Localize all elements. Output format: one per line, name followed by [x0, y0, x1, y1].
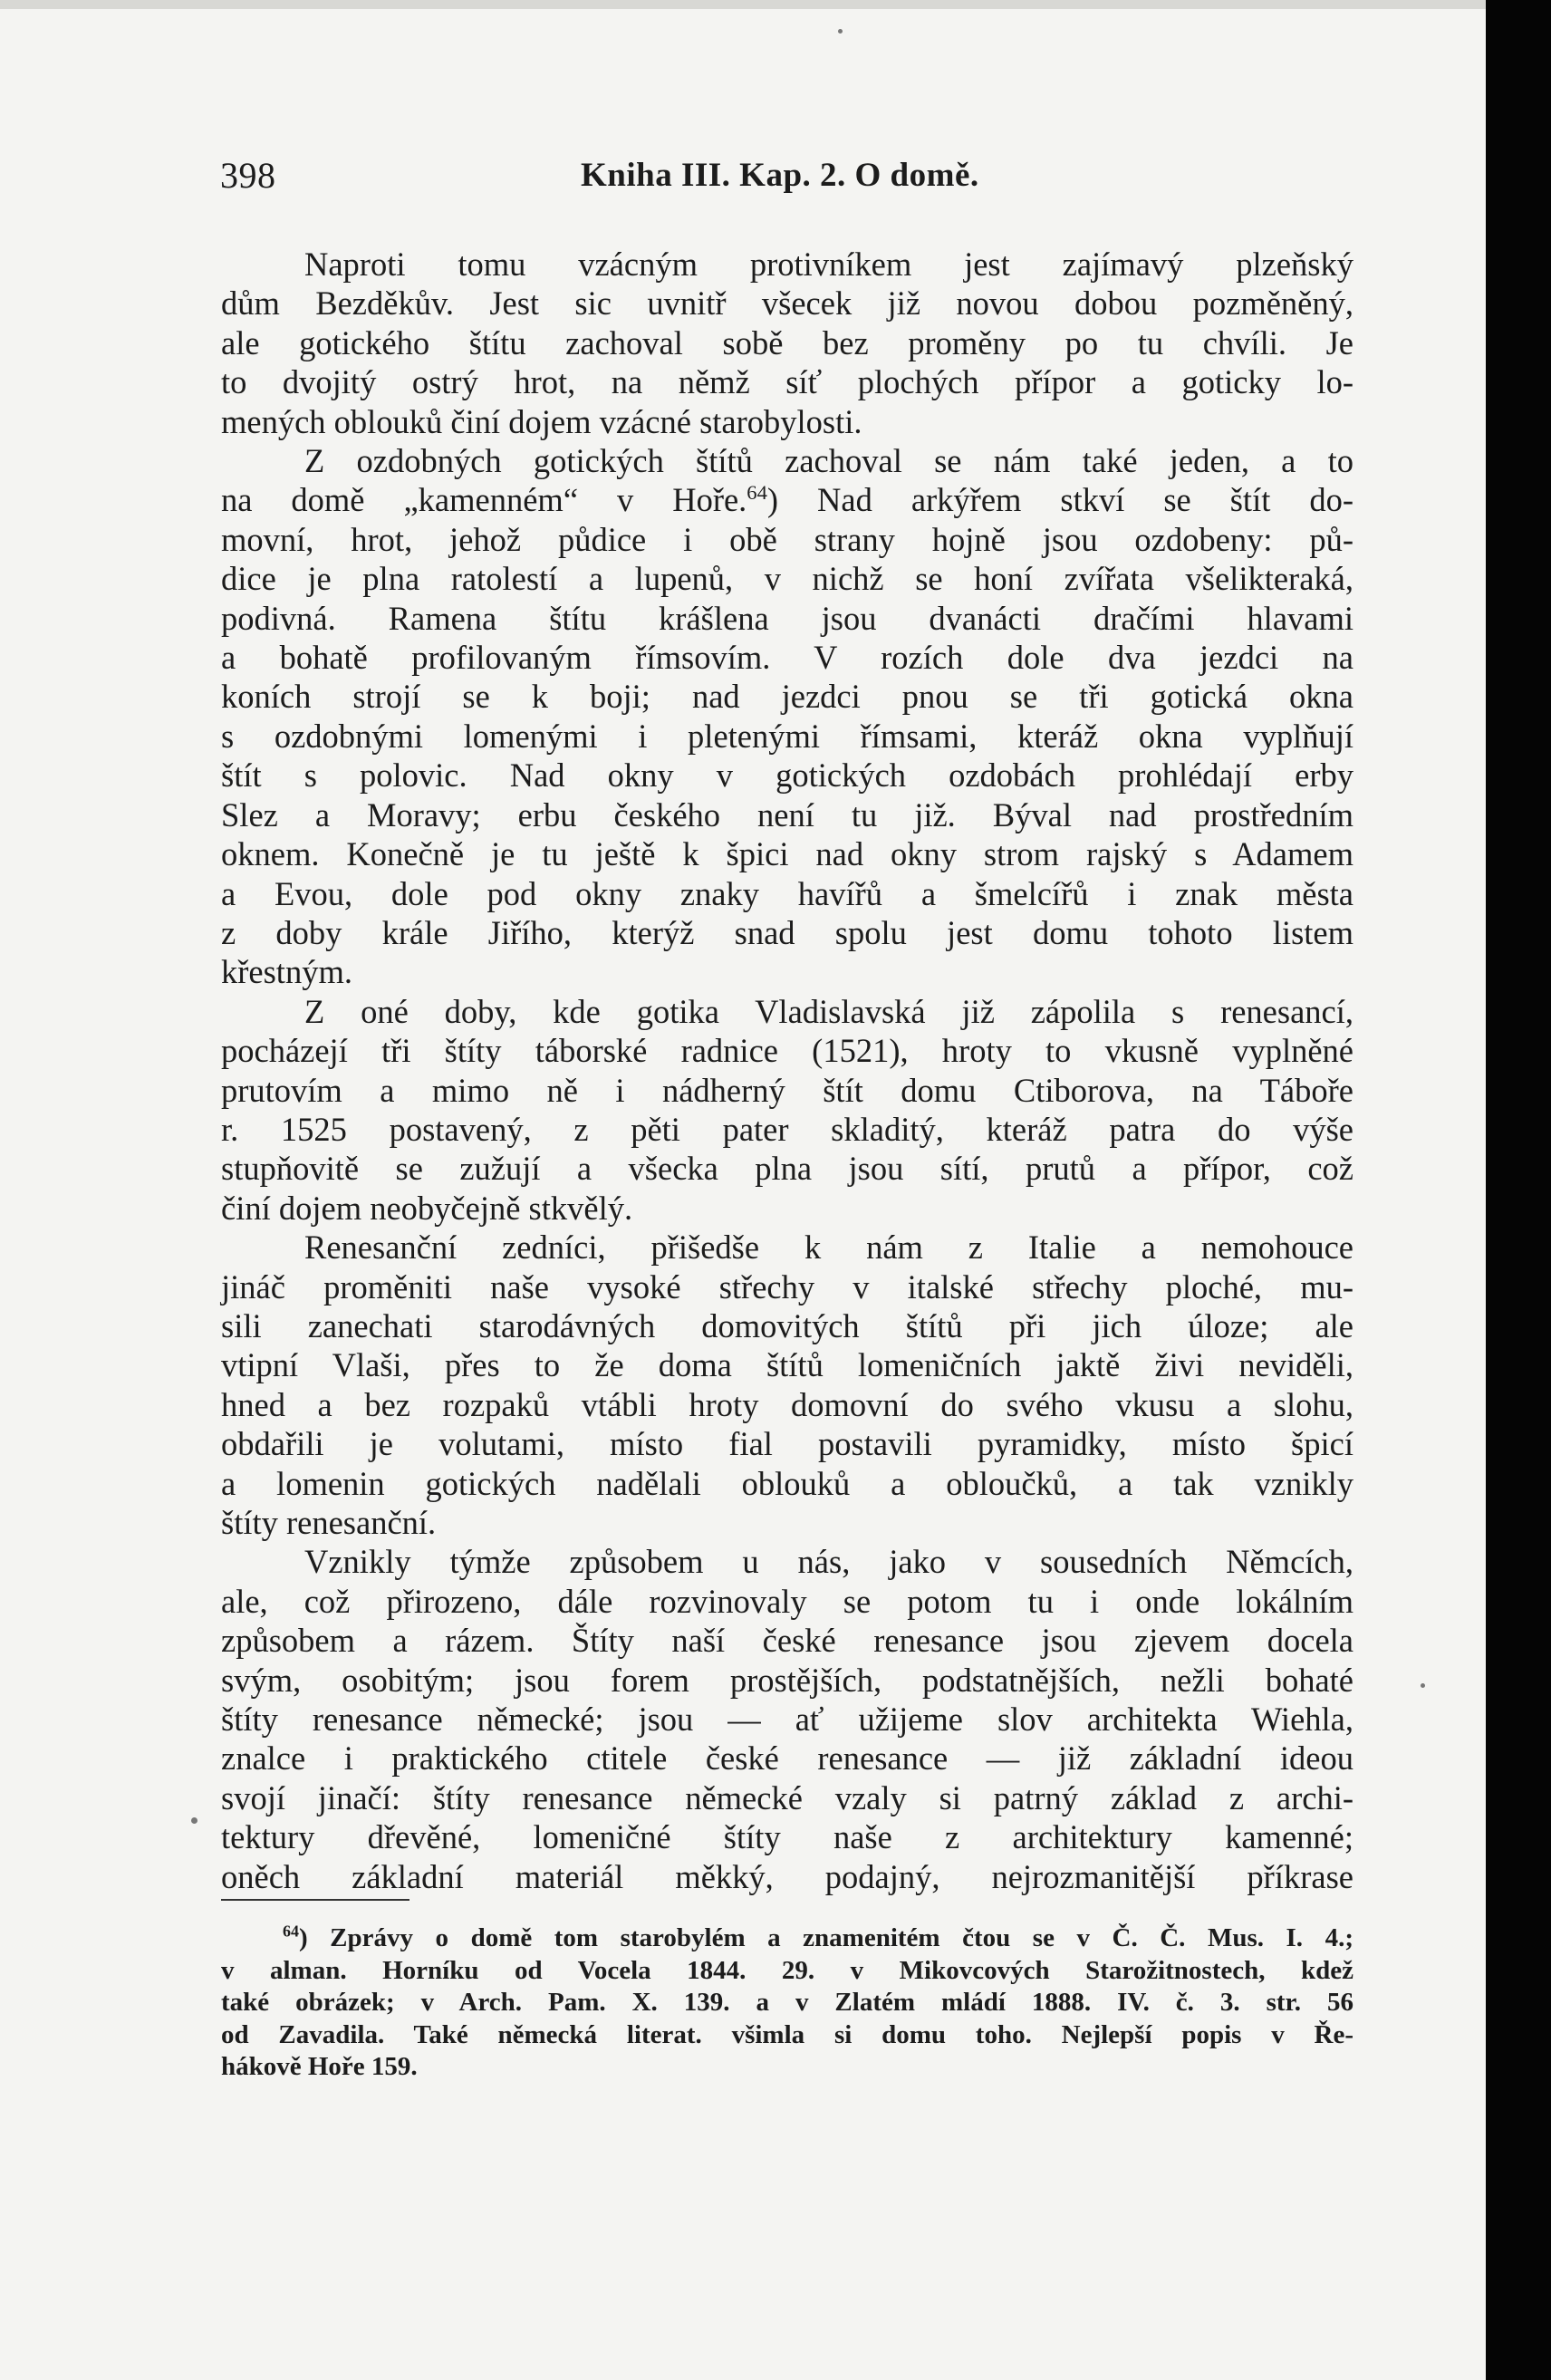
text-line: ale, což přirozeno, dále rozvinovaly se potom tu i onde lokálním — [221, 1582, 1354, 1620]
text-line: movní, hrot, jehož půdice i obě strany hojně jsou ozdobeny: pů- — [221, 520, 1354, 558]
book-gutter — [1486, 0, 1551, 2380]
text-line: tektury dřevěné, lomeničné štíty naše z architektury kamenné; — [221, 1818, 1354, 1856]
text-line: dům Bezděkův. Jest sic uvnitř všecek již novou dobou pozměněný, — [221, 284, 1354, 323]
text-line: z doby krále Jiřího, kterýž snad spolu jest domu tohoto listem — [221, 913, 1354, 951]
footnote-line — [221, 1922, 1354, 1955]
text-line: oněch základní materiál měkký, podajný, nejrozmanitější příkrase — [221, 1857, 1354, 1895]
text-line: znalce i praktického ctitele české renesance — již základní ideou — [221, 1739, 1354, 1778]
text-line: koních strojí se k boji; nad jezdci pnou se tři gotická okna — [221, 678, 1354, 716]
footnote-reference: 64 — [747, 481, 767, 505]
text-line: svojí jinačí: štíty renesance německé vzaly si patrný základ z archi- — [221, 1778, 1354, 1816]
text-line: Vznikly týmže způsobem u nás, jako v sousedních Němcích, — [304, 1543, 1354, 1581]
footnote-marker: 64 — [283, 1922, 299, 1941]
page-number: 398 — [220, 155, 276, 196]
text-line: ale gotického štítu zachoval sobě bez proměny po tu chvíli. Je — [221, 323, 1354, 361]
text-line: vtipní Vlaši, přes to že doma štítů lomeničních jaktě živi neviděli, — [221, 1346, 1354, 1384]
text-line: s ozdobnými lomenými i pletenými římsami, kteráž okna vyplňují — [221, 717, 1354, 755]
text-line — [221, 480, 1354, 519]
text-line: sili zanechati starodávných domovitých štítů při jich úloze; ale — [221, 1306, 1354, 1344]
text-line: a bohatě profilovaným římsovím. V rozích dole dva jezdci na — [221, 639, 1354, 677]
text-line: štíty renesance německé; jsou — ať užijeme slov architekta Wiehla, — [221, 1701, 1354, 1739]
text-line: Slez a Moravy; erbu českého není tu již. Býval nad prostředním — [221, 795, 1354, 833]
text-line: Naproti tomu vzácným protivníkem jest zajímavý plzeňský — [304, 246, 1354, 283]
text-line: dice je plna ratolestí a lupenů, v nichž se honí zvířata všelikteraká, — [221, 560, 1354, 598]
text-line: činí dojem neobyčejně stkvělý. — [221, 1189, 633, 1227]
text-line: štít s polovic. Nad okny v gotických ozdobách prohlédají erby — [221, 756, 1354, 795]
paper-speck — [1421, 1683, 1425, 1688]
footnote-line: od Zavadila. Také německá literat. všimla si domu toho. Nejlepší popis v Ře- — [221, 2019, 1354, 2049]
body-text — [221, 245, 1354, 1896]
text-line: stupňovitě se zužují a všecka plna jsou sítí, prutů a přípor, což — [221, 1150, 1354, 1188]
text-line: Renesanční zedníci, přišedše k nám z Italie a nemohouce — [304, 1229, 1354, 1267]
text-line: podivná. Ramena štítu krášlena jsou dvanácti dračími hlavami — [221, 599, 1354, 637]
text-line: hned a bez rozpaků vtábli hroty domovní do svého vkusu a slohu, — [221, 1385, 1354, 1423]
footnote-line: hákově Hoře 159. — [221, 2052, 418, 2082]
footnote-line: v alman. Horníku od Vocela 1844. 29. v Mikovcových Starožitnostech, kdež — [221, 1955, 1354, 1985]
paper-speck — [191, 1817, 197, 1824]
text-fragment: na domě „kamenném“ v Hoře. — [221, 481, 747, 519]
page-top-edge — [0, 0, 1486, 9]
text-line: to dvojitý ostrý hrot, na němž síť plochých přípor a goticky lo- — [221, 363, 1354, 401]
text-line: prutovím a mimo ně i nádherný štít domu Ctiborova, na Táboře — [221, 1071, 1354, 1109]
page-header — [220, 143, 1353, 198]
text-line: a Evou, dole pod okny znaky havířů a šmelcířů i znak města — [221, 874, 1354, 912]
text-line: obdařili je volutami, místo fial postavili pyramidky, místo špicí — [221, 1425, 1354, 1463]
text-line: způsobem a rázem. Štíty naší české renesance jsou zjevem docela — [221, 1622, 1354, 1660]
text-line: svým, osobitým; jsou forem prostějších, podstatnějších, nežli bohaté — [221, 1661, 1354, 1699]
text-line: mených oblouků činí dojem vzácné starobylosti. — [221, 402, 862, 440]
text-fragment: ) Zprávy o domě tom starobylém a znamenitém čtou se v Č. Č. Mus. I. 4.; — [298, 1923, 1354, 1952]
text-line: pocházejí tři štíty táborské radnice (1521), hroty to vkusně vyplněné — [221, 1032, 1354, 1070]
footnote — [221, 1922, 1354, 2084]
footnote-line: také obrázek; v Arch. Pam. X. 139. a v Zlatém mládí 1888. IV. č. 3. str. 56 — [221, 1988, 1354, 2018]
text-line: r. 1525 postavený, z pěti pater skladitý, kteráž patra do výše — [221, 1110, 1354, 1148]
text-line: a lomenin gotických nadělali oblouků a obloučků, a tak vznikly — [221, 1464, 1354, 1502]
text-line: jináč proměniti naše vysoké střechy v italské střechy ploché, mu- — [221, 1267, 1354, 1306]
text-line: Z ozdobných gotických štítů zachoval se nám také jeden, a to — [304, 442, 1354, 480]
text-line: Z oné doby, kde gotika Vladislavská již zápolila s renesancí, — [304, 992, 1354, 1030]
text-fragment: ) Nad arkýřem stkví se štít do- — [766, 481, 1354, 519]
footnote-divider — [221, 1899, 409, 1901]
running-head: Kniha III. Kap. 2. O domě. — [581, 157, 979, 194]
text-line: křestným. — [221, 953, 352, 991]
paper-speck — [838, 29, 843, 34]
text-line: oknem. Konečně je tu ještě k špici nad okny strom rajský s Adamem — [221, 835, 1354, 873]
text-line: štíty renesanční. — [221, 1504, 437, 1541]
